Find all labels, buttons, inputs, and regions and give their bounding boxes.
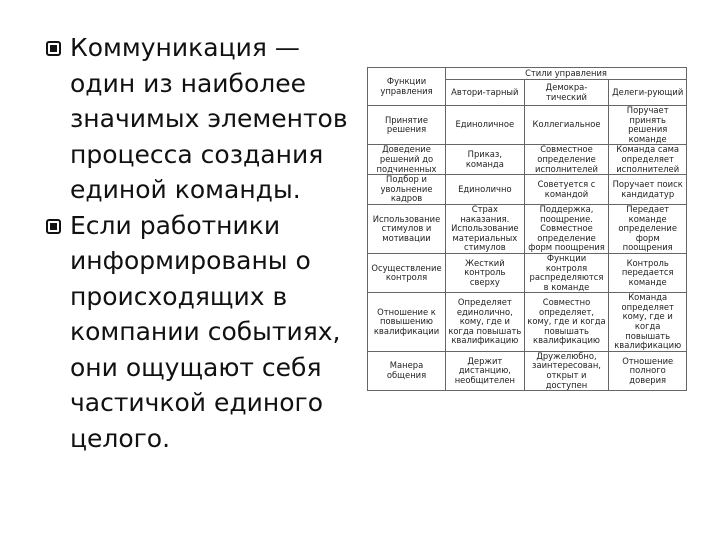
table-group-header: Стили управления [446,68,687,80]
table-cell: Определяет единолично, кому, где и когда повышать квалификацию [446,293,525,352]
table-cell: Передает команде определение форм поощрения [609,204,687,253]
row-header: Манера общения [368,351,446,390]
table-cell: Контроль передается команде [609,253,687,292]
table-cell: Единолично [446,175,525,205]
row-header: Осуществление контроля [368,253,446,292]
table-cell: Дружелюбно, заинтересован, открыт и доступен [524,351,609,390]
table-row [368,293,687,352]
table-cell: Команда сама определяет исполнителей [609,145,687,175]
table-row [368,106,687,145]
table-cell: Команда определяет кому, где и когда повышать квалификацию [609,293,687,352]
table-cell: Страх наказания. Использование материальных стимулов [446,204,525,253]
table-cell: Совместное определение исполнителей [524,145,609,175]
table-row [368,351,687,390]
bullet-text-first: Коммуникация — [70,33,300,62]
column-header-delegating: Делеги-рующий [609,80,687,106]
row-header: Отношение к повышению квалификации [368,293,446,352]
bullet-list [46,30,366,456]
row-header: Использование стимулов и мотивации [368,204,446,253]
table-cell: Совместно определяет, кому, где и когда повышать квалификацию [524,293,609,352]
bullet-text-rest: информированы о происходящих в компании событиях, они ощущают себя частичкой единого целого. [70,246,341,453]
table-cell: Поручает принять решения команде [609,106,687,145]
table-cell: Единоличное [446,106,525,145]
management-styles-table [367,67,687,390]
row-header: Принятие решения [368,106,446,145]
column-header-democratic: Демокра-тический [524,80,609,106]
column-header-authoritarian: Автори-тарный [446,80,525,106]
row-header: Подбор и увольнение кадров [368,175,446,205]
table-cell: Коллегиальное [524,106,609,145]
table-corner-header: Функции управления [368,68,446,106]
table-cell: Жесткий контроль сверху [446,253,525,292]
table-cell: Поддержка, поощрение. Совместное определение форм поощрения [524,204,609,253]
table-cell: Отношение полного доверия [609,351,687,390]
table-cell: Советуется с командой [524,175,609,205]
bullet-text-rest: один из наиболее значимых элементов процесса создания единой команды. [70,68,348,204]
table-row [368,204,687,253]
bullet-item [46,208,366,457]
row-header: Доведение решений до подчиненных [368,145,446,175]
bullet-text-first: Если работники [70,210,281,240]
checkbox-bullet-icon [46,41,61,56]
table-row [368,145,687,175]
table-cell: Поручает поиск кандидатур [609,175,687,205]
checkbox-bullet-icon [46,219,61,234]
bullet-item [46,30,366,208]
table-row [368,175,687,205]
table-cell: Функции контроля распределяются в команде [524,253,609,292]
table-cell: Приказ, команда [446,145,525,175]
table-row [368,253,687,292]
table-cell: Держит дистанцию, необщителен [446,351,525,390]
